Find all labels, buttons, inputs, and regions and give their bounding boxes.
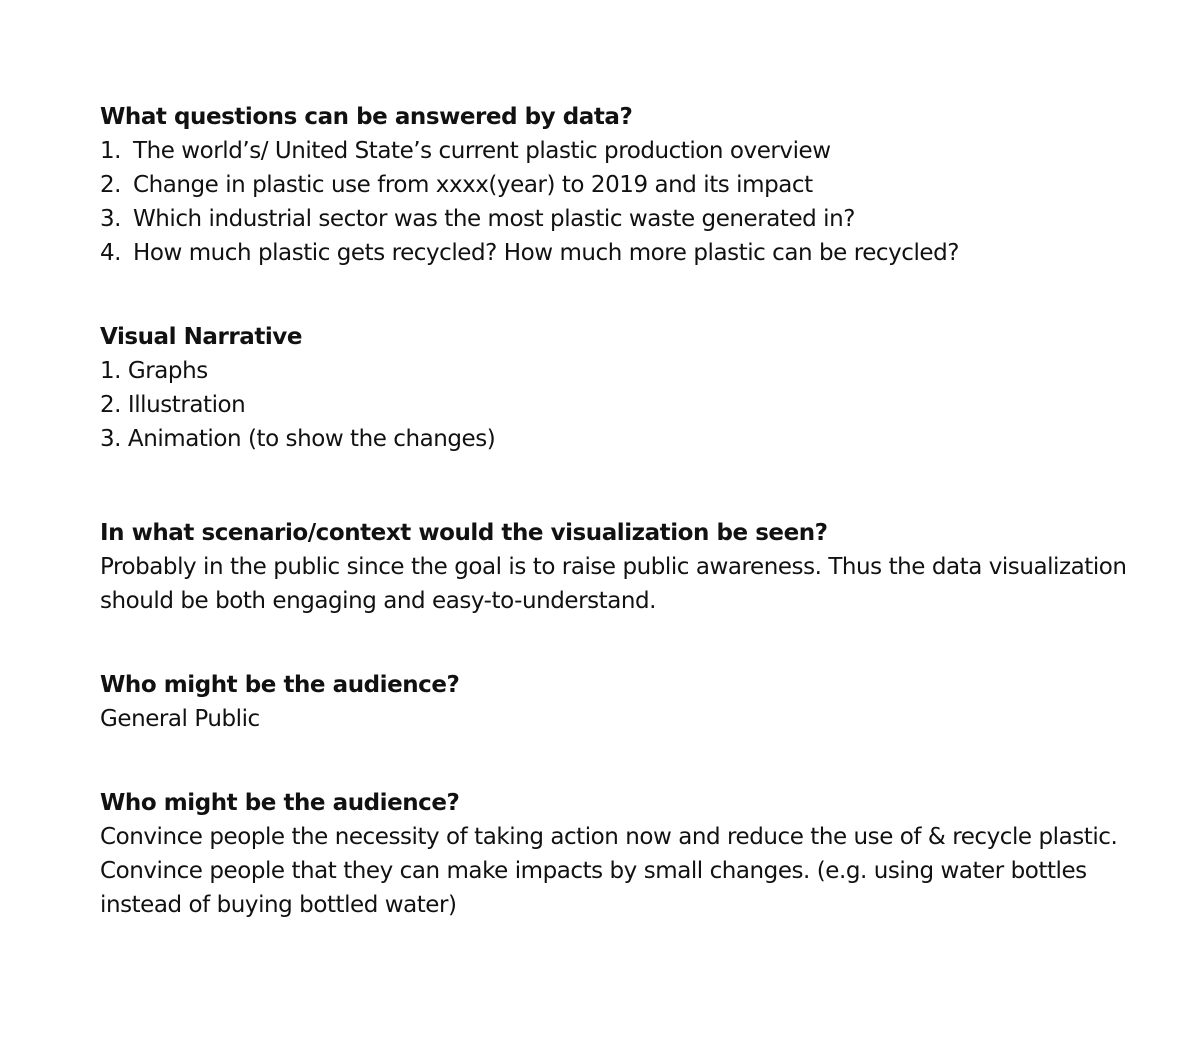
- section-heading: Who might be the audience?: [100, 790, 460, 816]
- document-page: [100, 100, 1160, 922]
- list-item-number: 2.: [100, 172, 122, 198]
- list-item: [100, 236, 1160, 270]
- list-item-text: Change in plastic use from xxxx(year) to 2019 and its impact: [133, 172, 813, 198]
- section-data-questions: [100, 100, 1160, 270]
- section-scenario-context: [100, 516, 1160, 618]
- questions-list: [100, 134, 1160, 270]
- body-line: 2. Illustration: [100, 392, 246, 418]
- list-item-text: The world’s/ United State’s current plastic production overview: [133, 138, 831, 164]
- list-item-number: 3.: [100, 206, 122, 232]
- section-audience: [100, 668, 1160, 736]
- body-line: Convince people that they can make impacts by small changes. (e.g. using water bottles: [100, 858, 1087, 884]
- list-item: [100, 168, 1160, 202]
- list-item-number: 4.: [100, 240, 122, 266]
- section-heading: In what scenario/context would the visualization be seen?: [100, 520, 828, 546]
- body-line: should be both engaging and easy-to-understand.: [100, 588, 656, 614]
- body-line: General Public: [100, 706, 260, 732]
- list-item: [100, 134, 1160, 168]
- section-heading: Visual Narrative: [100, 324, 303, 350]
- body-line: instead of buying bottled water): [100, 892, 457, 918]
- section-heading: Who might be the audience?: [100, 672, 460, 698]
- body-line: Probably in the public since the goal is to raise public awareness. Thus the data visualization: [100, 554, 1127, 580]
- list-item: [100, 202, 1160, 236]
- section-audience-goal: [100, 786, 1160, 922]
- body-line: 3. Animation (to show the changes): [100, 426, 496, 452]
- section-heading: What questions can be answered by data?: [100, 104, 633, 130]
- body-line: 1. Graphs: [100, 358, 208, 384]
- section-visual-narrative: [100, 320, 1160, 456]
- list-item-text: How much plastic gets recycled? How much more plastic can be recycled?: [133, 240, 960, 266]
- body-line: Convince people the necessity of taking action now and reduce the use of & recycle plastic.: [100, 824, 1118, 850]
- list-item-text: Which industrial sector was the most plastic waste generated in?: [133, 206, 855, 232]
- list-item-number: 1.: [100, 138, 122, 164]
